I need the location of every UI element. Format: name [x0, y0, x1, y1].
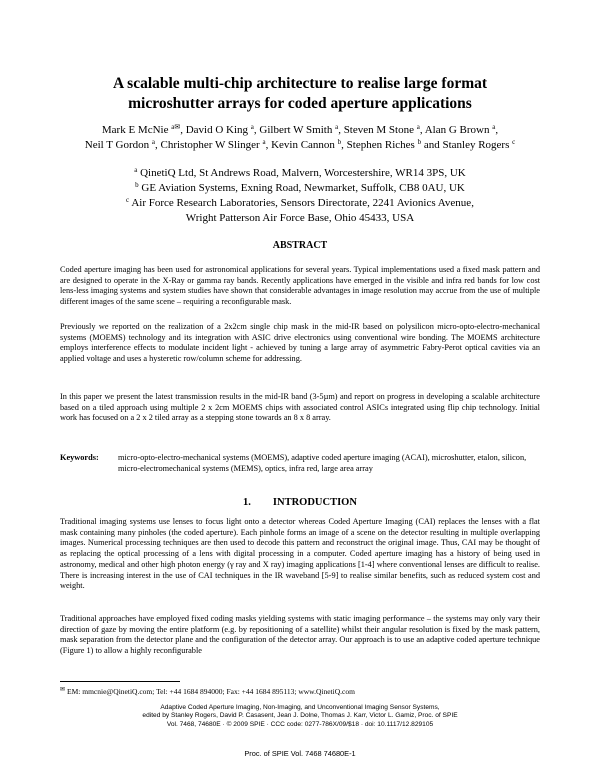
author-name: Stephen Riches — [346, 139, 415, 151]
author-name: David O King — [185, 124, 249, 136]
affiliation-line: $^c$ Air Force Research Laboratories, Sensors Directorate, 2241 Avionics Avenue, — [126, 196, 474, 209]
abstract-paragraph-1: Coded aperture imaging has been used for astronomical applications for several years. Typical implementations used a fixed mask pattern and are designed to operate in the X-Ray or gamma ray bands. Recently applications have emerged in the visible and infra red bands for low cost lens-less imaging systems and system studies have shown that considerable advantages in image resolution may accrue from the use of multiple different images of the same scene – requiring a reconfigurable mask. — [60, 265, 540, 307]
abstract-paragraph-2: Previously we reported on the realization of a 2x2cm single chip mask in the mid-IR based on polysilicon micro-opto-electro-mechanical systems (MOEMS) technology and its integration with ASIC drive electronics using conventional wire bonding. The MOEMS architecture employs interference effects to modulate incident light - achieved by tuning a large array of asymmetric Fabry-Perot optical cavities via an applied voltage and uses a hysteretic row/column scheme for addressing. — [60, 322, 540, 364]
author-list — [40, 123, 560, 153]
section-heading-introduction — [0, 497, 600, 508]
author-name: Mark E McNie — [101, 124, 169, 136]
citation-line: Adaptive Coded Aperture Imaging, Non-Imaging, and Unconventional Imaging Sensor Systems, — [160, 704, 440, 711]
affiliation-mark: a — [416, 123, 420, 131]
footnote-text: EM: mmcnie@QinetiQ.com; Tel: +44 1684 894000; Fax: +44 1684 895113; www.QinetiQ.com — [67, 687, 355, 696]
citation-line: Vol. 7468, 74680E · © 2009 SPIE · CCC code: 0277-786X/09/$18 · doi: 10.1117/12.829105 — [166, 720, 434, 728]
footnote — [60, 685, 355, 697]
section-number: 1. — [243, 497, 251, 508]
abstract-heading: ABSTRACT — [272, 240, 328, 251]
proceedings-citation — [60, 704, 540, 729]
paper-title — [60, 74, 540, 114]
author-name: Christopher W Slinger — [160, 139, 260, 151]
envelope-icon: ✉ — [174, 123, 181, 131]
section-title: INTRODUCTION — [272, 497, 357, 508]
citation-line: edited by Stanley Rogers, David P. Casasent, Jean J. Dolne, Thomas J. Karr, Victor L. Gamiz, Proc. of SPIE — [142, 712, 458, 720]
affiliation-mark: a — [250, 123, 254, 131]
title-line-2: microshutter arrays for coded aperture applications — [128, 95, 472, 112]
affiliation-list — [40, 166, 560, 226]
envelope-icon: ✉ — [60, 687, 66, 693]
affiliation-mark: a✉ — [171, 123, 181, 131]
abstract-paragraph-3: In this paper we present the latest transmission results in the mid-IR band (3-5µm) and report on progress in developing a scalable architecture based on a tiled approach using multiple 2 x 2cm MOEMS chips with associated control ASICs integrated using flip chip technology. Initial work has focused on a 2 x 2 tiled array as a stepping stone towards an 8 x 8 array. — [60, 392, 540, 423]
author-line-2: Neil T Gordon $^a$, Christopher W Slinger $^a$, Kevin Cannon $^b$, Stephen Riches $^b$ and Stanley Rogers $^c$ — [84, 138, 516, 151]
affiliation-mark: a — [335, 123, 339, 131]
keywords-text: micro-opto-electro-mechanical systems (MOEMS), adaptive coded aperture imaging (ACAI), microshutter, etalon, silicon, micro-electromechanical systems (MEMS), optics, infra red, large area array — [118, 453, 527, 473]
author-name: Gilbert W Smith — [259, 124, 333, 136]
author-name: Alan G Brown — [424, 124, 490, 136]
keywords-label: Keywords: — [60, 453, 99, 462]
and-word: and — [423, 139, 440, 151]
author-name: Neil T Gordon — [84, 139, 150, 151]
affiliation-line: Wright Patterson Air Force Base, Ohio 45433, USA — [185, 212, 415, 224]
title-line-1: A scalable multi-chip architecture to realise large format — [112, 75, 488, 92]
author-name: Stanley Rogers — [442, 139, 510, 151]
affiliation-mark: a — [262, 138, 266, 146]
affiliation-mark: a — [492, 123, 496, 131]
affiliation-mark: b — [337, 138, 342, 146]
affiliation-mark: c — [512, 138, 516, 146]
affiliation-line: $^a$ QinetiQ Ltd, St Andrews Road, Malvern, Worcestershire, WR14 3PS, UK — [134, 166, 466, 179]
intro-paragraph-2: Traditional approaches have employed fixed coding masks yielding systems with static imaging performance – the systems may only vary their direction of gaze by moving the entire platform (e.g. by repositioning of a satellite) whilst their angular resolution is fixed by the mask pattern, mask separation from the detector plane and the configuration of the detector array. Our approach is to use an adaptive coded aperture technique (Figure 1) to allow a highly reconfigurable — [60, 614, 540, 656]
affiliation-mark: a — [151, 138, 155, 146]
affiliation-line: $^b$ GE Aviation Systems, Exning Road, Newmarket, Suffolk, CB8 0AU, UK — [135, 181, 465, 194]
author-line-1: Mark E McNie $^{a✉}$, David O King $^a$, Gilbert W Smith $^a$, Steven M Stone $^a$, Alan G Brown $^a$, — [101, 123, 499, 136]
affiliation-mark: b — [417, 138, 422, 146]
author-name: Kevin Cannon — [271, 139, 335, 151]
author-name: Steven M Stone — [343, 124, 414, 136]
footnote-divider — [60, 681, 180, 682]
page-number: Proc. of SPIE Vol. 7468 74680E-1 — [244, 749, 356, 758]
intro-paragraph-1: Traditional imaging systems use lenses to focus light onto a detector whereas Coded Aperture Imaging (CAI) replaces the lenses with a flat mask containing many pinholes (the coded aperture). Each pinhole forms an image of a scene on the detector resulting in multiple overlapping images. Numerical processing techniques are then used to decode this pattern and reconstruct the original image. Thus, CAI may be thought of as replacing the optical processing of a lens with digital processing in a computer. Coded aperture imaging has a history of being used in astronomy, medical and other high photon energy (γ ray and X ray) imaging applications [1-4] where conventional lenses are difficult to realise. There is increasing interest in the use of CAI techniques in the IR waveband [5-9] to realise similar benefits, such as reduced system cost and weight. — [60, 517, 540, 591]
